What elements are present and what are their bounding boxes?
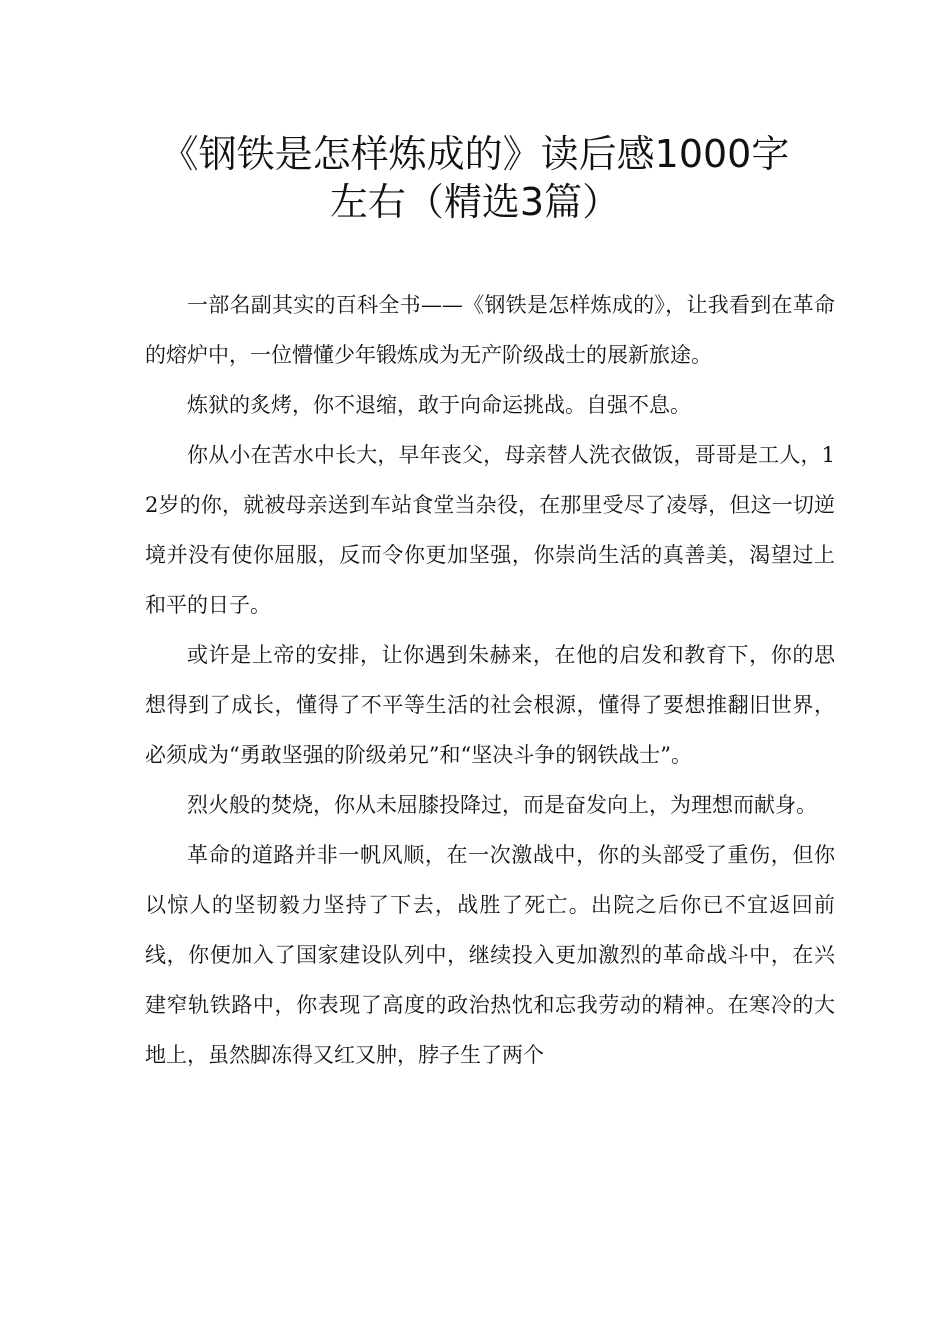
paragraph-4: 或许是上帝的安排，让你遇到朱赫来，在他的启发和教育下，你的思想得到了成长，懂得了不平等生活的社会根源，懂得了要想推翻旧世界，必须成为“勇敢坚强的阶级弟兄”和“坚决斗争的钢铁战士”。 [145, 643, 835, 767]
document-title-line-1: 《钢铁是怎样炼成的》读后感1000字 [160, 132, 790, 176]
document-title-line-2: 左右（精选3篇） [329, 180, 621, 224]
paragraph-1: 一部名副其实的百科全书——《钢铁是怎样炼成的》，让我看到在革命的熔炉中，一位懵懂少年锻炼成为无产阶级战士的展新旅途。 [145, 293, 835, 367]
document-body [145, 280, 835, 1080]
paragraph-6: 革命的道路并非一帆风顺，在一次激战中，你的头部受了重伤，但你以惊人的坚韧毅力坚持了下去，战胜了死亡。出院之后你已不宜返回前线，你便加入了国家建设队列中，继续投入更加激烈的革命战斗中，在兴建窄轨铁路中，你表现了高度的政治热忱和忘我劳动的精神。在寒冷的大地上，虽然脚冻得又红又肿，脖子生了两个 [145, 843, 835, 1067]
paragraph-2: 炼狱的炙烤，你不退缩，敢于向命运挑战。自强不息。 [187, 393, 691, 417]
paragraph-3: 你从小在苦水中长大，早年丧父，母亲替人洗衣做饭，哥哥是工人，12岁的你，就被母亲送到车站食堂当杂役，在那里受尽了凌辱，但这一切逆境并没有使你屈服，反而令你更加坚强，你崇尚生活的真善美，渴望过上和平的日子。 [145, 443, 835, 617]
paragraph-5: 烈火般的焚烧，你从未屈膝投降过，而是奋发向上，为理想而献身。 [187, 793, 817, 817]
